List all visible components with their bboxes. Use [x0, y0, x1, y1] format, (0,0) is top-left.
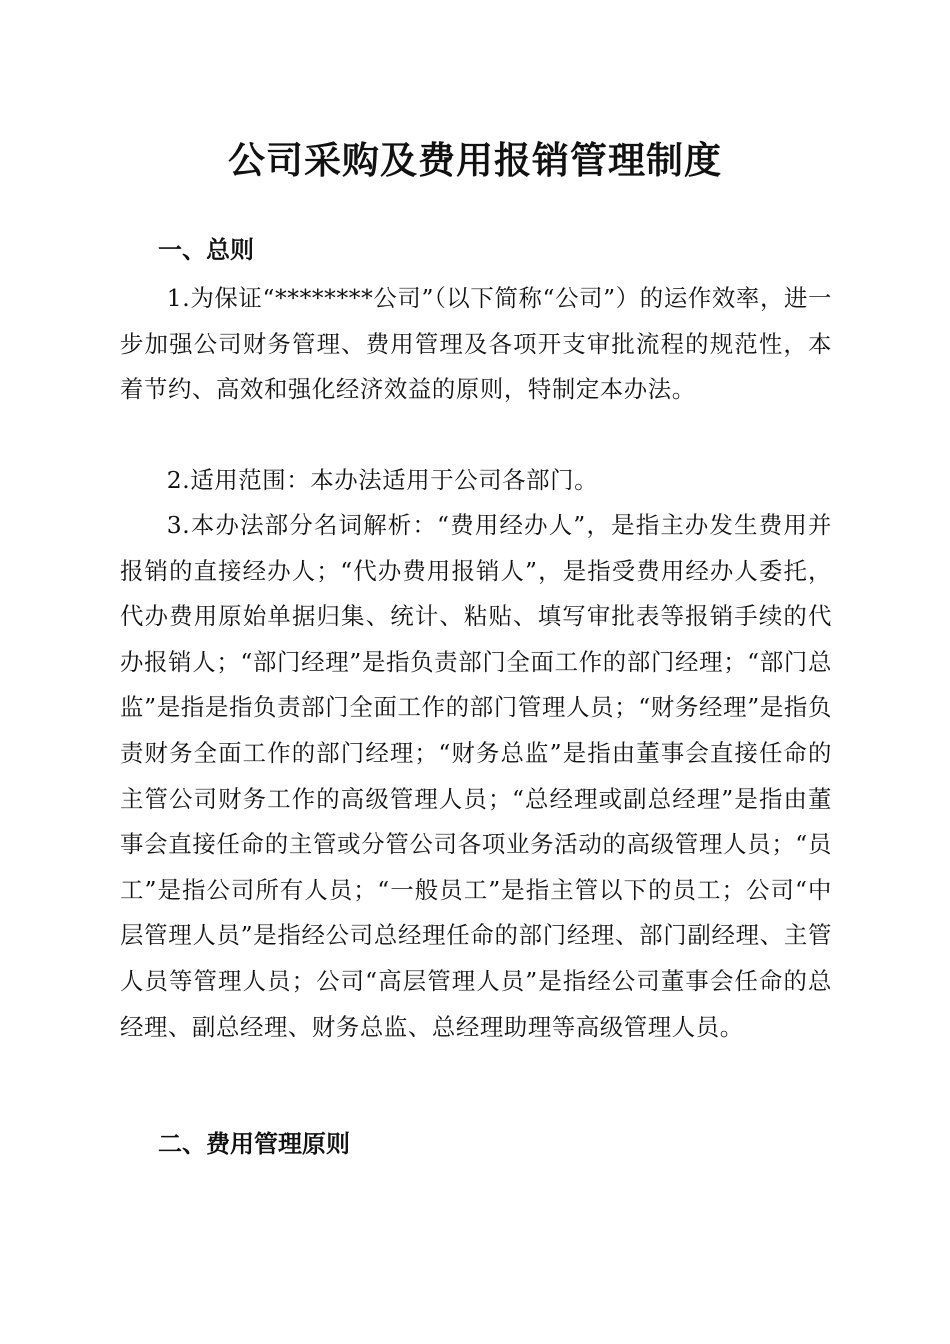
paragraph-scope: 2.适用范围：本办法适用于公司各部门。: [166, 466, 599, 494]
paragraph-definitions: 3.本办法部分名词解析：“费用经办人”，是指主办发生费用并报销的直接经办人；“代办费用报销人”，是指受费用经办人委托，代办费用原始单据归集、统计、粘贴、填写审批表等报销手续的代办报销人；“部门经理”是指负责部门全面工作的部门经理；“部门总监”是指是指负责部门全面工作的部门管理人员；“财务经理”是指负责财务全面工作的部门经理；“财务总监”是指由董事会直接任命的主管公司财务工作的高级管理人员；“总经理或副总经理”是指由董事会直接任命的主管或分管公司各项业务活动的高级管理人员；“员工”是指公司所有人员；“一般员工”是指主管以下的员工；公司“中层管理人员”是指经公司总经理任命的部门经理、部门副经理、主管人员等管理人员；公司“高层管理人员”是指经公司董事会任命的总经理、副总经理、财务总监、总经理助理等高级管理人员。: [120, 511, 832, 1041]
section-heading-expense-principles: 二、费用管理原则: [158, 1130, 350, 1158]
document-title: 公司采购及费用报销管理制度: [228, 138, 722, 182]
section-heading-general: 一、总则: [158, 236, 254, 264]
paragraph-purpose: 1.为保证“********公司”（以下简称“公司”）的运作效率，进一步加强公司财务管理、费用管理及各项开支审批流程的规范性，本着节约、高效和强化经济效益的原则，特制定本办法。: [120, 284, 832, 404]
